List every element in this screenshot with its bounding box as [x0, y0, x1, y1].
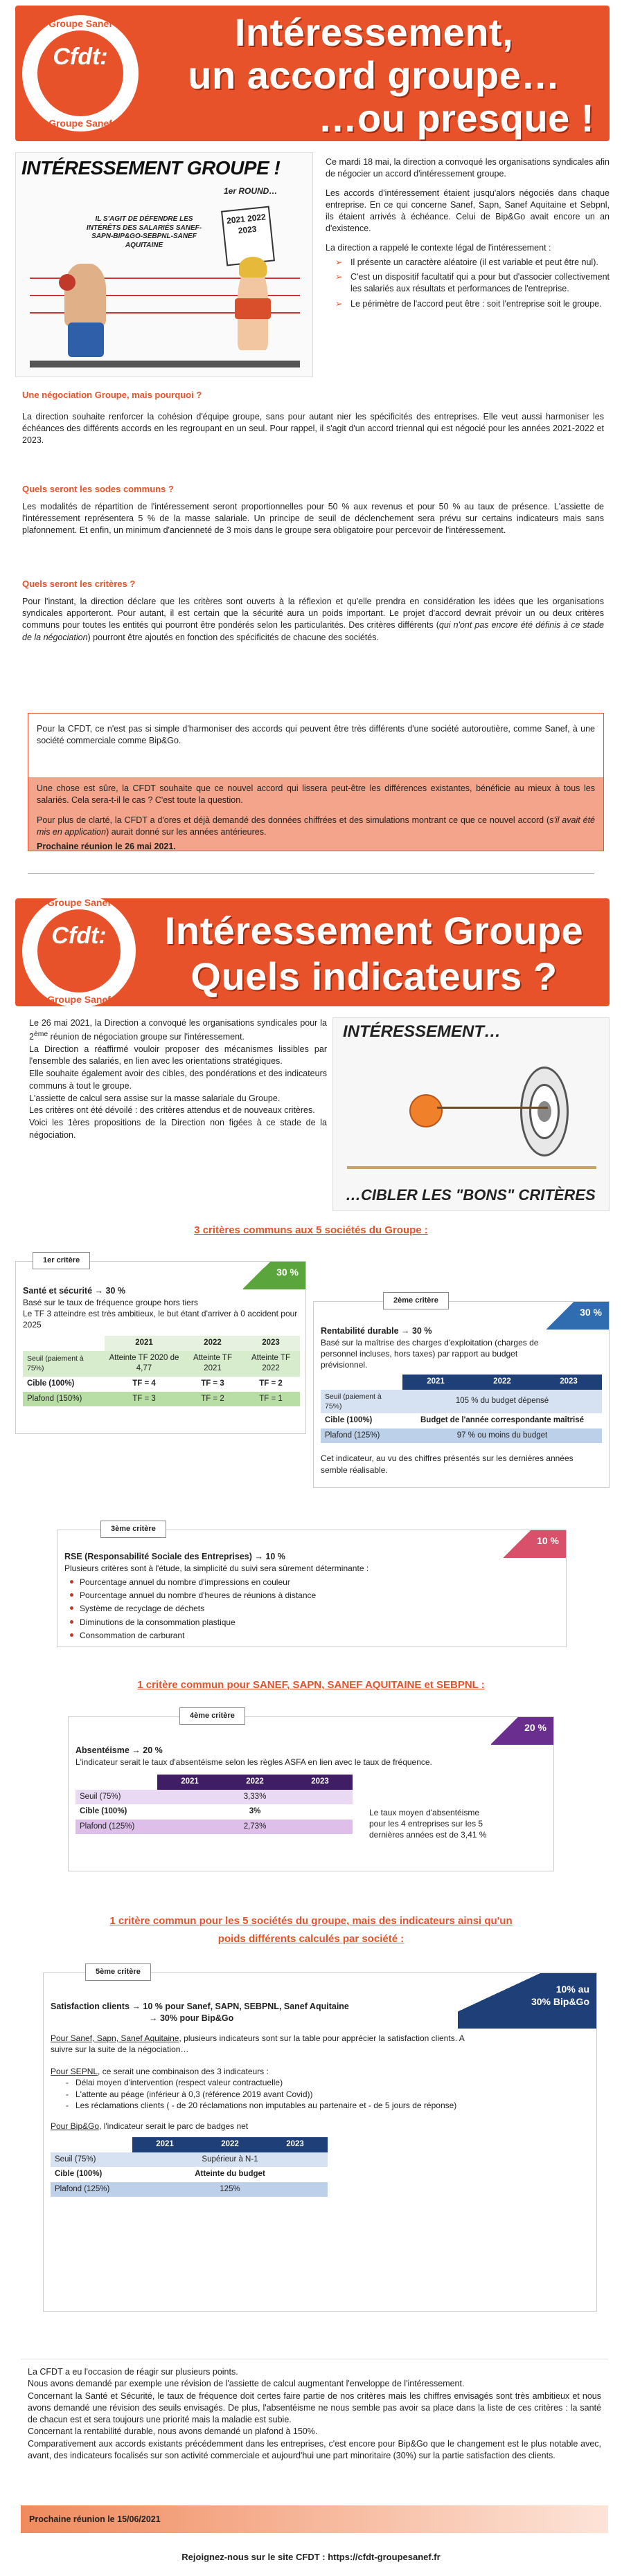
reaction-p3: Concernant la Santé et Sécurité, le taux de fréquence doit certes faire partie de nos critères mais les chiffres envisagés sont très ambitieux et nous avons demandé une révision des seuils envisagés. De plus, l'absentéisme ne nous semble pas avoir sa place dans la liste de ces critères : la santé de chacun est et sera toujours une priorité mais la maladie est subie. [28, 2391, 601, 2424]
section-divider [28, 873, 594, 874]
intro-p2: Les accords d'intéressement étaient jusqu'alors négociés dans chaque entreprise. En ce qui concerne Sanef, Sapn, Sanef Aquitaine et Sebpnl, ils étaient arrivés à échéance. Celui de Bip&Go avait encore un an d'existence. [326, 188, 610, 234]
arrow-icon [437, 1107, 548, 1109]
reaction-p5: Comparativement aux accords existants précédemment dans les entreprises, c'est encore pour Bip&Go que le changement est le plus notable avec, avant, des indicateurs focalisés sur son activité commerciale et aujourd'hui une part minoritaire (30%) sur la partie satisfaction des clients. [28, 2438, 601, 2460]
intro-p1: Ce mardi 18 mai, la direction a convoqué les organisations syndicales afin de négocier un accord d'intéressement groupe. [326, 157, 610, 179]
criterion-5-title2: → 30% pour Bip&Go [149, 2013, 234, 2023]
reaction-p1: La CFDT a eu l'occasion de réagir sur plusieurs points. [28, 2367, 238, 2377]
list-item: - Les réclamations clients ( - de 20 réclamations non imputables au partenaire et - de 5 jours de réponse) [66, 2100, 457, 2110]
heading-5-criterion-a: 1 critère commun pour les 5 sociétés du groupe, mais des indicateurs ainsi qu'un [109, 1915, 513, 1927]
logo-ring-top: Groupe Sanef [47, 897, 111, 908]
section-why [22, 390, 604, 447]
list-item: Pourcentage annuel du nombre d'heures de réunions à distance [64, 1590, 559, 1601]
criterion-2-note: Cet indicateur, au vu des chiffres présentés sur les dernières années semble réalisable. [321, 1453, 574, 1475]
banner2-line-2: Quels indicateurs ? [190, 954, 558, 998]
section-socles [22, 483, 604, 537]
table-row: Plafond (150%) TF = 3 TF = 2 TF = 1 [23, 1392, 300, 1407]
criterion-3-list [64, 1577, 559, 1641]
logo-ring-bottom: Groupe Sanef [47, 993, 111, 1005]
cfdt-position-p1: Pour la CFDT, ce n'est pas si simple d'harmoniser des accords qui peuvent être très différents d'une société autoroutière, comme Sanef, à une société commerciale comme Bip&Go. [37, 724, 595, 746]
banner-title-2 [147, 908, 601, 999]
criterion-5-p1: Pour Sanef, Sapn, Sanef Aquitaine, plusieurs indicateurs sont sur la table pour apprécier la satisfaction clients. A suivre sur la suite de la négociation… [51, 2033, 465, 2054]
criterion-3-title: RSE (Responsabilité Sociale des Entreprises) → 10 % [64, 1552, 285, 1561]
heading-3-criteria: 3 critères communs aux 5 sociétés du Groupe : [194, 1224, 428, 1236]
heading-why: Une négociation Groupe, mais pourquoi ? [22, 390, 202, 400]
comic-bubble: IL S'AGIT DE DÉFENDRE LES INTÉRÊTS DES SALARIÉS SANEF-SAPN-BIP&GO-SEBPNL-SANEF AQUITAINE [86, 215, 202, 249]
comic-title: INTÉRESSEMENT GROUPE ! [21, 157, 281, 179]
next-meeting-2: Prochaine réunion le 15/06/2021 [29, 2514, 161, 2524]
criterion-1-title: Santé et sécurité → 30 % [23, 1286, 125, 1296]
criterion-2-desc: Basé sur la maîtrise des charges d'exploitation (charges de personnel incluses, hors taxes) par rapport au budget prévisionnel. [321, 1337, 539, 1370]
s2-p6: Voici les 1ères propositions de la Direction non figées à ce stade de la négociation. [29, 1118, 327, 1140]
criterion-3-desc: Plusieurs critères sont à l'étude, la simplicité du suivi sera sûrement déterminante : [64, 1563, 369, 1573]
criterion-2-tab: 2ème critère [383, 1292, 449, 1309]
cfdt-position-strip [28, 777, 603, 851]
cfdt-position-p3: Pour plus de clarté, la CFDT a d'ores et déjà demandé des données chiffrées et des simulations montrant ce que ce nouvel accord (s'il avait été mis en application) aurait donné sur les années antérieures. [37, 815, 595, 837]
heading-5-criterion-b: poids différents calculés par société : [217, 1933, 405, 1945]
legal-item: ➢ C'est un dispositif facultatif qui a pour but d'associer collectivement les salariés aux résultats et performances de l'entreprise. [335, 271, 610, 296]
paragraph-why: La direction souhaite renforcer la cohésion d'équipe groupe, sans pour autant nier les spécificités des entreprises. Elle veut aussi harmoniser les échéances des différents accords en les regroupant en un seul. Pour rappel, il s'agit d'un accord triennal qui est négocié pour les années 2021-2022 et 2023. [22, 411, 604, 446]
table-row: Seuil (paiement à 75%) 105 % du budget dépensé [321, 1390, 602, 1413]
cfdt-logo [22, 15, 139, 131]
banner-line-1: Intéressement, [234, 10, 514, 54]
s2-p2: La Direction a réaffirmé vouloir proposer des mécanismes lissibles par l'ensemble des salariés, en lien avec les orientations stratégiques. [29, 1044, 327, 1067]
cfdt-logo [22, 894, 136, 1008]
criterion-1-tab: 1er critère [33, 1252, 90, 1269]
cfdt-position-p2: Une chose est sûre, la CFDT souhaite que ce nouvel accord qui lissera peut-être les différences existantes, bénéficie au mieux à tous les salariés. Cela sera-t-il le cas ? C'est toute la question. [37, 783, 595, 806]
criterion-5-tab: 5ème critère [85, 1963, 151, 1981]
heading-criteres: Quels seront les critères ? [22, 579, 136, 589]
criterion-5-card [43, 1968, 597, 2312]
boxer-icon [64, 264, 106, 326]
criterion-4-weight: 20 % [491, 1717, 553, 1745]
reaction-p4: Concernant la rentabilité durable, nous avons demandé un plafond à 150%. [28, 2427, 318, 2437]
table-row: Cible (100%) Budget de l'année correspondante maîtrisé [321, 1413, 602, 1428]
section2-intro [29, 1017, 327, 1142]
criterion-2-table: 2021 2022 2023 Seuil (paiement à 75%) 105 % du budget dépensé Cible (100%) Budget de l'année correspondante maîtrisé Plafond (125%) 97 % ou moins du budget [321, 1375, 602, 1443]
criterion-2-card [313, 1296, 610, 1488]
comic-illustration-1 [15, 152, 313, 377]
list-item: - Délai moyen d'intervention (respect valeur contractuelle) [66, 2078, 283, 2088]
heading-socles: Quels seront les sodes communs ? [22, 484, 174, 494]
table-row: Plafond (125%) 125% [51, 2182, 328, 2197]
comic-sign: 2021 2022 2023 [221, 206, 275, 266]
cfdt-position-box [28, 713, 604, 851]
legal-item: ➢ Le périmètre de l'accord peut être : soit l'entreprise soit le groupe. [335, 298, 610, 310]
criterion-4-card [68, 1712, 554, 1871]
criterion-4-note: Le taux moyen d'absentéisme pour les 4 entreprises sur les 5 dernières années est de 3,41 % [369, 1808, 487, 1840]
next-meeting-strip [21, 2505, 608, 2533]
logo-ring-top: Groupe Sanef [48, 18, 112, 29]
banner-line-2: un accord groupe… [188, 53, 560, 97]
comic2-title: INTÉRESSEMENT… [343, 1022, 501, 1041]
criterion-4-desc: L'indicateur serait le taux d'absentéisme selon les règles ASFA en lien avec le taux de fréquence. [75, 1757, 432, 1767]
table-row: Cible (100%) Atteinte du budget [51, 2167, 328, 2182]
logo-ring-bottom: Groupe Sanef [48, 117, 112, 129]
list-item: - L'attente au péage (inférieur à 0,3 (référence 2019 avant Covid)) [66, 2089, 313, 2099]
orange-fruit-icon [409, 1094, 443, 1127]
list-item: Pourcentage annuel du nombre d'impressions en couleur [64, 1577, 559, 1588]
header-banner-2 [15, 898, 610, 1006]
table-row: Cible (100%) TF = 4 TF = 3 TF = 2 [23, 1377, 300, 1392]
legal-context-list [335, 257, 610, 310]
criterion-5-table: 2021 2022 2023 Seuil (75%) Supérieur à N-1 Cible (100%) Atteinte du budget Plafond (125%) 125% [51, 2137, 328, 2197]
paragraph-criteres: Pour l'instant, la direction déclare que les critères sont ouverts à la réflexion et qu'elle prendra en considération les idées que les organisations syndicales apporteront. Pour autant, il est certain que la sécurité aura un poids important. Le projet d'accord devrait prévoir un ou deux critères communs pour toutes les entités qui pourront être pondérés selon les particularités. Des critères différents (qui n'ont pas encore été définis à ce stade de la négociation) pourront être ajoutés en fonction des spécificités de chacune des sociétés. [22, 596, 605, 642]
s2-p4: L'assiette de calcul sera assise sur la masse salariale du Groupe. [29, 1093, 281, 1103]
cfdt-reaction-text [28, 2366, 601, 2462]
criterion-5-p2: Pour SEPNL, ce serait une combinaison des 3 indicateurs : [51, 2067, 269, 2077]
s2-p5: Les critères ont été dévoilé : des critères attendus et de nouveaux critères. [29, 1105, 315, 1116]
criterion-3-tab: 3ème critère [100, 1521, 166, 1538]
s2-p1: Le 26 mai 2021, la Direction a convoqué les organisations syndicales pour la 2ème réunion de négociation groupe sur l'intéressement. [29, 1018, 327, 1042]
criterion-4-tab: 4ème critère [179, 1707, 245, 1725]
heading-1-criterion: 1 critère commun pour SANEF, SAPN, SANEF AQUITAINE et SEBPNL : [137, 1679, 485, 1691]
criterion-1-card [15, 1256, 306, 1434]
header-banner-1 [15, 6, 610, 141]
criterion-1-table: 2021 2022 2023 Seuil (paiement à 75%) Atteinte TF 2020 de 4,77 Atteinte TF 2021 Atteinte TF 2022 Cible (100%) TF = 4 TF = 3 TF = 2 Plafond (150%) TF = 3 TF = 2 TF = 1 [23, 1336, 300, 1406]
section-criteres [22, 578, 604, 644]
criterion-1-desc2: Le TF 3 atteindre est très ambitieux, le but étant d'arriver à 0 accident pour 2025 [23, 1309, 298, 1330]
archery-target-icon [506, 1067, 583, 1163]
website-link[interactable]: Rejoignez-nous sur le site CFDT : https://cfdt-groupesanef.fr [181, 2552, 441, 2562]
criterion-4-title: Absentéisme → 20 % [75, 1745, 163, 1755]
table-row: Seuil (75%) 3,33% [75, 1790, 353, 1805]
criterion-2-weight: 30 % [547, 1302, 609, 1330]
criterion-2-title: Rentabilité durable → 30 % [321, 1326, 432, 1336]
table-row: Plafond (125%) 97 % ou moins du budget [321, 1428, 602, 1444]
reaction-p2: Nous avons demandé par exemple une révision de l'assiette de calcul augmentant l'enveloppe de l'intéressement. [28, 2379, 465, 2389]
paragraph-socles: Les modalités de répartition de l'intéressement seront proportionnelles pour 50 % aux revenus et pour 50 % au taux de présence. L'assiette de l'intéressement représentera 5 % de la masse salariale. Un principe de seuil de déclenchement sera prévu sur certains indicateurs mais sans plafonnement. Et enfin, un minimum d'ancienneté de 3 mois dans le groupe sera obligatoire pour percevoir de l'intéressement. [22, 501, 604, 536]
criterion-5-weight: 10% au 30% Bip&Go [458, 1973, 596, 2029]
comic2-foot: …CIBLER LES "BONS" CRITÈRES [346, 1186, 596, 1204]
table-row: Plafond (125%) 2,73% [75, 1820, 353, 1835]
intro-p3: La direction a rappelé le contexte légal de l'intéressement : [326, 242, 551, 253]
criterion-1-desc: Basé sur le taux de fréquence groupe hors tiers [23, 1297, 198, 1307]
list-item: Consommation de carburant [64, 1630, 559, 1641]
cfdt-reaction-box [21, 2359, 608, 2533]
criterion-3-card [57, 1525, 567, 1647]
next-meeting-1: Prochaine réunion le 26 mai 2021. [37, 842, 176, 851]
table-row: Seuil (75%) Supérieur à N-1 [51, 2152, 328, 2168]
criterion-5-title: Satisfaction clients → 10 % pour Sanef, SAPN, SEBPNL, Sanef Aquitaine [51, 2002, 349, 2011]
banner2-line-1: Intéressement Groupe [164, 909, 584, 952]
logo-word: Cfdt: [53, 44, 108, 70]
logo-word: Cfdt: [51, 923, 107, 949]
s2-p3: Elle souhaite également avoir des cibles, des pondérations et des indicateurs communs à tout le groupe. [29, 1069, 327, 1091]
criterion-4-table: 2021 2022 2023 Seuil (75%) 3,33% Cible (100%) 3% Plafond (125%) 2,73% [75, 1775, 353, 1834]
list-item: Diminutions de la consommation plastique [64, 1617, 559, 1628]
criterion-5-p3: Pour Bip&Go, l'indicateur serait le parc de badges net [51, 2121, 249, 2131]
criterion-5-list [66, 2077, 589, 2111]
comic-illustration-2 [332, 1017, 610, 1211]
comic-round: 1er ROUND… [224, 186, 278, 196]
list-item: Système de recyclage de déchets [64, 1603, 559, 1614]
criterion-3-weight: 10 % [504, 1530, 566, 1558]
banner-title-1 [147, 11, 601, 140]
table-row: Cible (100%) 3% [75, 1804, 353, 1820]
section1-intro [326, 156, 610, 313]
banner-line-3: …ou presque ! [318, 96, 594, 140]
criterion-1-weight: 30 % [243, 1262, 305, 1289]
legal-item: ➢ Il présente un caractère aléatoire (il est variable et peut être nul). [335, 257, 610, 269]
table-row: Seuil (paiement à 75%) Atteinte TF 2020 de 4,77 Atteinte TF 2021 Atteinte TF 2022 [23, 1351, 300, 1377]
